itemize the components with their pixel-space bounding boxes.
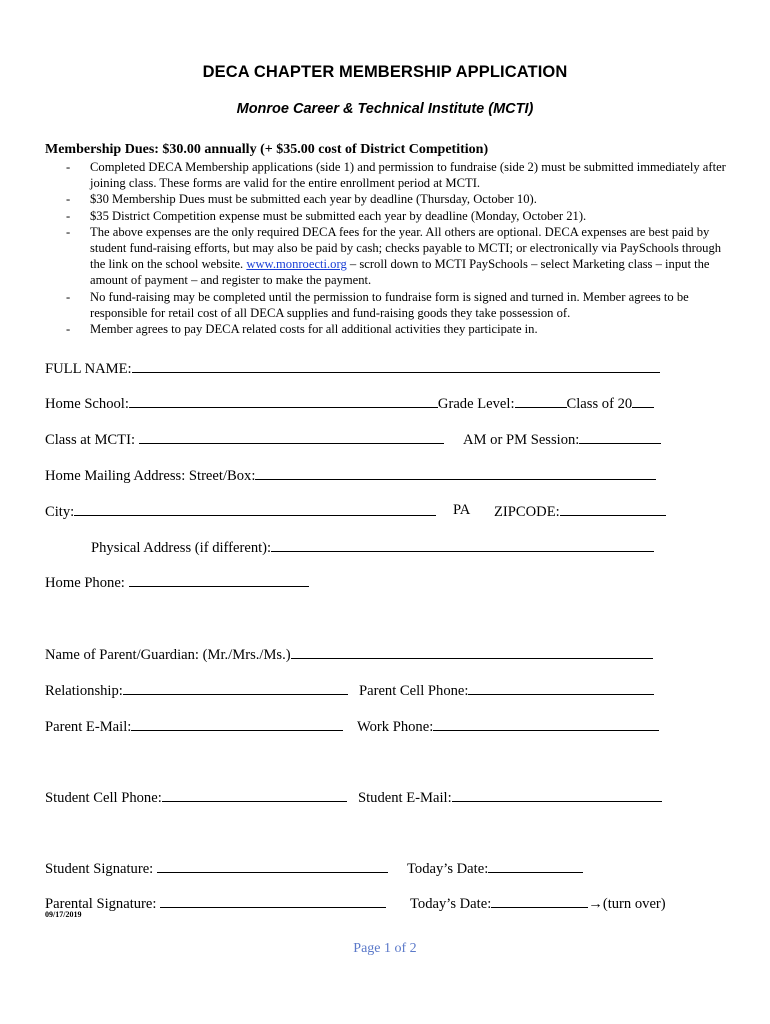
home-phone-field[interactable] [129, 572, 309, 587]
mailing-address-row [45, 465, 656, 485]
work-phone-label: Work Phone: [357, 719, 434, 735]
physical-address-row [91, 537, 654, 557]
list-item [66, 159, 728, 191]
student-date-field[interactable] [488, 858, 583, 873]
zipcode-row [494, 501, 666, 521]
am-pm-session-label: AM or PM Session: [463, 432, 580, 448]
school-website-link[interactable]: www.monroecti.org [246, 257, 347, 272]
full-name-label: FULL NAME: [45, 361, 132, 377]
bullet-dash: - [66, 160, 71, 174]
bullet-text-part: The above expenses are the only required DECA fees for the year. All others are optional. DECA expenses are best paid by student fund-raising efforts, but may also be paid by cash; checks payable to MCTI; or electronically via PaySchools through the link on the school website. [90, 224, 722, 272]
work-phone-field[interactable] [433, 716, 659, 731]
student-signature-field[interactable] [157, 858, 388, 873]
home-school-row [45, 393, 654, 413]
dues-heading: Membership Dues: $30.00 annually (+ $35.00 cost of District Competition) [45, 142, 489, 157]
student-email-label: Student E-Mail: [358, 790, 452, 806]
list-item [66, 191, 728, 207]
city-row [45, 501, 436, 521]
work-phone-row [357, 716, 659, 736]
session-row [463, 429, 661, 449]
bullet-text: Completed DECA Membership applications (side 1) and permission to fundraise (side 2) must be submitted immediately after joining class. These forms are valid for the entire enrollment period at MCTI. [90, 160, 726, 191]
todays-date-label: Today’s Date: [407, 861, 489, 877]
page-number: Page 1 of 2 [353, 941, 417, 956]
class-of-label: Class of 20 [566, 396, 633, 412]
dues-bullet-list [66, 159, 728, 337]
home-school-field[interactable] [129, 393, 438, 408]
relationship-field[interactable] [123, 680, 348, 695]
parent-name-field[interactable] [291, 644, 653, 659]
am-pm-session-field[interactable] [579, 429, 661, 444]
class-mcti-row [45, 429, 444, 449]
turn-over-note: →(turn over) [588, 896, 666, 912]
home-phone-row [45, 572, 309, 592]
parent-email-field[interactable] [131, 716, 343, 731]
relationship-row [45, 680, 348, 700]
page-title: DECA CHAPTER MEMBERSHIP APPLICATION [202, 63, 568, 81]
parent-cell-label: Parent Cell Phone: [359, 683, 469, 699]
physical-address-field[interactable] [271, 537, 654, 552]
bullet-dash: - [66, 192, 71, 207]
bullet-dash: - [66, 322, 71, 337]
bullet-dash: - [66, 224, 71, 239]
student-date-row [407, 858, 583, 878]
bullet-dash: - [66, 208, 71, 223]
grade-level-field[interactable] [515, 393, 567, 408]
parent-cell-row [359, 680, 654, 700]
class-at-mcti-field[interactable] [139, 429, 444, 444]
student-cell-label: Student Cell Phone: [45, 790, 162, 806]
grade-level-label: Grade Level: [437, 396, 515, 412]
home-phone-label: Home Phone: [45, 575, 129, 591]
parental-date-field[interactable] [491, 893, 588, 908]
bullet-text [90, 225, 721, 288]
todays-date-label: Today’s Date: [410, 896, 492, 912]
city-label: City: [45, 504, 75, 520]
school-subtitle: Monroe Career & Technical Institute (MCTI) [236, 101, 534, 117]
parental-signature-label: Parental Signature: [45, 896, 161, 912]
mailing-address-label: Home Mailing Address: Street/Box: [45, 468, 256, 484]
relationship-label: Relationship: [45, 683, 123, 699]
class-of-field[interactable] [632, 393, 654, 408]
state-label: PA [453, 502, 471, 518]
physical-address-label: Physical Address (if different): [91, 540, 272, 556]
student-cell-field[interactable] [162, 787, 347, 802]
home-school-label: Home School: [45, 396, 129, 412]
parental-signature-row [45, 893, 386, 913]
parent-email-label: Parent E-Mail: [45, 719, 132, 735]
bullet-text-part: – scroll down to MCTI PaySchools – select Marketing class – input the amount of payment – and register to make the payment. [90, 257, 710, 288]
bullet-text: $35 District Competition expense must be submitted each year by deadline (Monday, October 21). [90, 208, 587, 223]
bullet-text: No fund-raising may be completed until the permission to fundraise form is signed and turned in. Member agrees to be responsible for retail cost of all DECA supplies and fund-raising goods they take possession of. [90, 289, 689, 320]
zipcode-field[interactable] [560, 501, 666, 516]
parental-signature-field[interactable] [160, 893, 386, 908]
list-item [66, 224, 728, 289]
mailing-address-field[interactable] [255, 465, 656, 480]
zipcode-label: ZIPCODE: [494, 504, 560, 520]
full-name-row [45, 358, 660, 378]
bullet-text: $30 Membership Dues must be submitted each year by deadline (Thursday, October 10). [90, 192, 537, 207]
city-field[interactable] [74, 501, 436, 516]
list-item [66, 321, 728, 337]
student-signature-row [45, 858, 388, 878]
parental-date-row [410, 893, 666, 913]
bullet-text: Member agrees to pay DECA related costs for all additional activities they participate in. [90, 322, 538, 337]
student-cell-row [45, 787, 347, 807]
parent-name-label: Name of Parent/Guardian: (Mr./Mrs./Ms.) [45, 647, 291, 663]
full-name-field[interactable] [132, 358, 660, 373]
parent-email-row [45, 716, 343, 736]
parent-name-row [45, 644, 653, 664]
form-revision-date: 09/17/2019 [45, 910, 82, 919]
student-signature-label: Student Signature: [45, 861, 157, 877]
bullet-dash: - [66, 289, 71, 304]
list-item [66, 208, 728, 224]
list-item [66, 289, 728, 321]
student-email-field[interactable] [452, 787, 662, 802]
parent-cell-field[interactable] [468, 680, 654, 695]
student-email-row [358, 787, 662, 807]
class-at-mcti-label: Class at MCTI: [45, 432, 139, 448]
